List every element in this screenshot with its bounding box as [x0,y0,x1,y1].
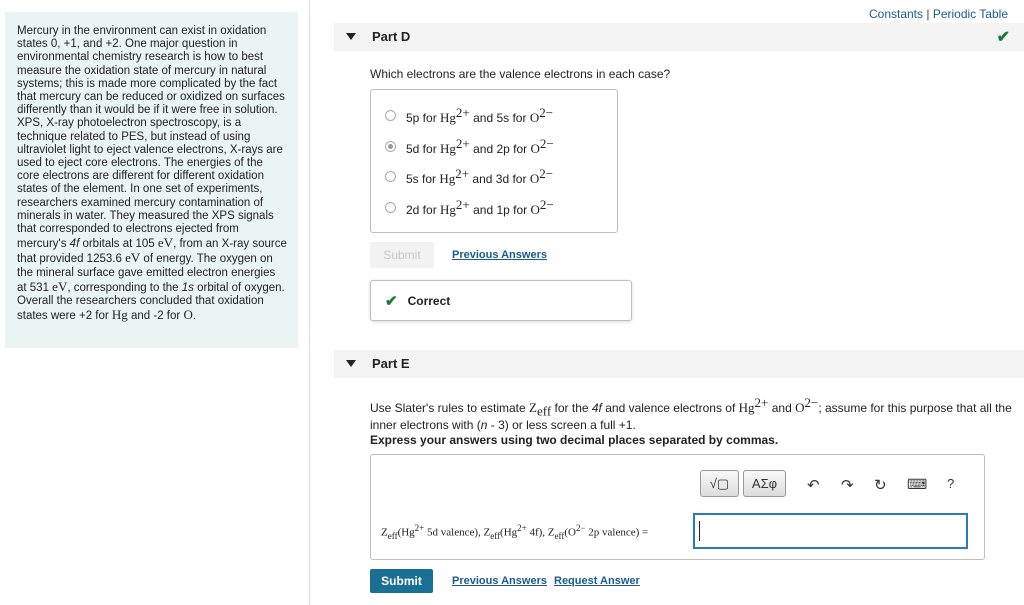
part-e-title: Part E [372,356,410,371]
element-symbol: Hg [111,307,128,323]
answer-options [370,89,618,233]
submit-button-disabled: Submit [370,242,434,268]
feedback-box [370,280,632,321]
part-d-question: Which electrons are the valence electrons in each case? [370,67,671,81]
orbital-label: 4f [69,238,80,251]
option-4[interactable] [385,198,554,216]
answer-instruction: Express your answers using two decimal places separated by commas. [370,433,779,447]
option-3[interactable] [385,167,553,185]
answer-area [370,454,985,560]
option-label: 5d for $Hg^{2+}$ and 2p for $O^{2-}$ [406,135,554,156]
part-d-title: Part D [372,29,411,44]
reset-icon[interactable]: ↻ [874,477,887,494]
checkmark-icon: ✔ [385,292,398,310]
passage-text: , from an X-ray source that provided 1253.6 [17,238,287,266]
unit-label: eV [52,278,68,294]
top-links [869,7,1008,21]
equation-label: $Z_{eff}(Hg^{2+}$ 5d valence), $Z_{eff}(Hg^{2+}$ 4f), $Z_{eff}(O^{2-}$ 2p valence) = [381,523,649,541]
passage-text: , corresponding to the [67,281,182,294]
undo-icon[interactable]: ↶ [807,477,820,494]
problem-statement [5,12,298,348]
part-e-question: Use Slater's rules to estimate $Z_{eff}$ for the 4f and valence electrons of $Hg^{2+}$ and $O^{2-}$; assume for this purpose that all the inner electrons with (n - 3) or less screen a full +1. [370,395,1012,433]
caret-down-icon[interactable] [346,360,356,367]
radio-button[interactable] [385,202,396,213]
radio-button[interactable] [385,171,396,182]
previous-answers-link[interactable]: Previous Answers [452,249,547,261]
radio-button-selected[interactable] [385,141,396,152]
part-d-header[interactable] [334,23,1024,51]
redo-icon[interactable]: ↷ [841,477,854,494]
unit-label: eV [125,250,141,266]
option-label: 5p for $Hg^{2+}$ and 5s for $O^{2-}$ [406,104,554,125]
caret-down-icon[interactable] [346,33,356,40]
help-button[interactable]: ? [947,476,955,491]
option-2[interactable] [385,137,554,155]
radio-button[interactable] [385,110,396,121]
keyboard-icon[interactable]: ⌨ [907,476,928,492]
symbols-button[interactable]: ΑΣφ [743,470,786,497]
passage-text: . [192,310,197,323]
passage-text: orbitals at 105 [79,238,158,251]
element-symbol: O [183,307,193,323]
passage-text: and -2 for [127,310,184,323]
feedback-text: Correct [407,293,451,308]
constants-link[interactable]: Constants [868,7,924,21]
passage-text: of energy. The oxygen on the mineral surface gave emitted electron energies at 531 [17,253,276,294]
option-label: 2d for $Hg^{2+}$ and 1p for $O^{2-}$ [406,196,554,217]
orbital-label: 1s [181,281,194,294]
part-e-header[interactable] [334,350,1024,378]
link-separator: | [926,7,930,21]
template-button[interactable]: √▢ [700,470,739,497]
option-label: 5s for $Hg^{2+}$ and 3d for $O^{2-}$ [406,165,554,186]
submit-button[interactable]: Submit [370,569,433,593]
periodic-table-link[interactable]: Periodic Table [932,7,1008,21]
text-cursor [699,521,700,541]
previous-answers-link[interactable]: Previous Answers [452,575,547,587]
checkmark-icon: ✔ [996,29,1010,46]
passage-text: orbital of oxygen. Overall the researchers concluded that oxidation states were +2 for [17,281,285,323]
request-answer-link[interactable]: Request Answer [554,575,640,587]
passage-text: Mercury in the environment can exist in oxidation states 0, +1, and +2. One major question in environmental chemistry research is how to best measure the oxidation state of mercury in natural systems; this is made more complicated by the fact that mercury can be reduced or oxidized on surfaces differently than it would be if it were free in solution. XPS, X-ray photoelectron spectroscopy, is a technique related to PES, but instead of using ultraviolet light to eject valence electrons, X-rays are used to eject core electrons. The energies of the core electrons are different for different oxidation states of the element. In one set of experiments, researchers examined mercury contamination of minerals in water. They measured the XPS signals that corresponded to electrons ejected from mercury's [17,25,285,251]
panel-divider [309,0,310,605]
unit-label: eV [157,235,174,251]
answer-input[interactable] [693,513,968,549]
option-1[interactable] [385,106,553,124]
